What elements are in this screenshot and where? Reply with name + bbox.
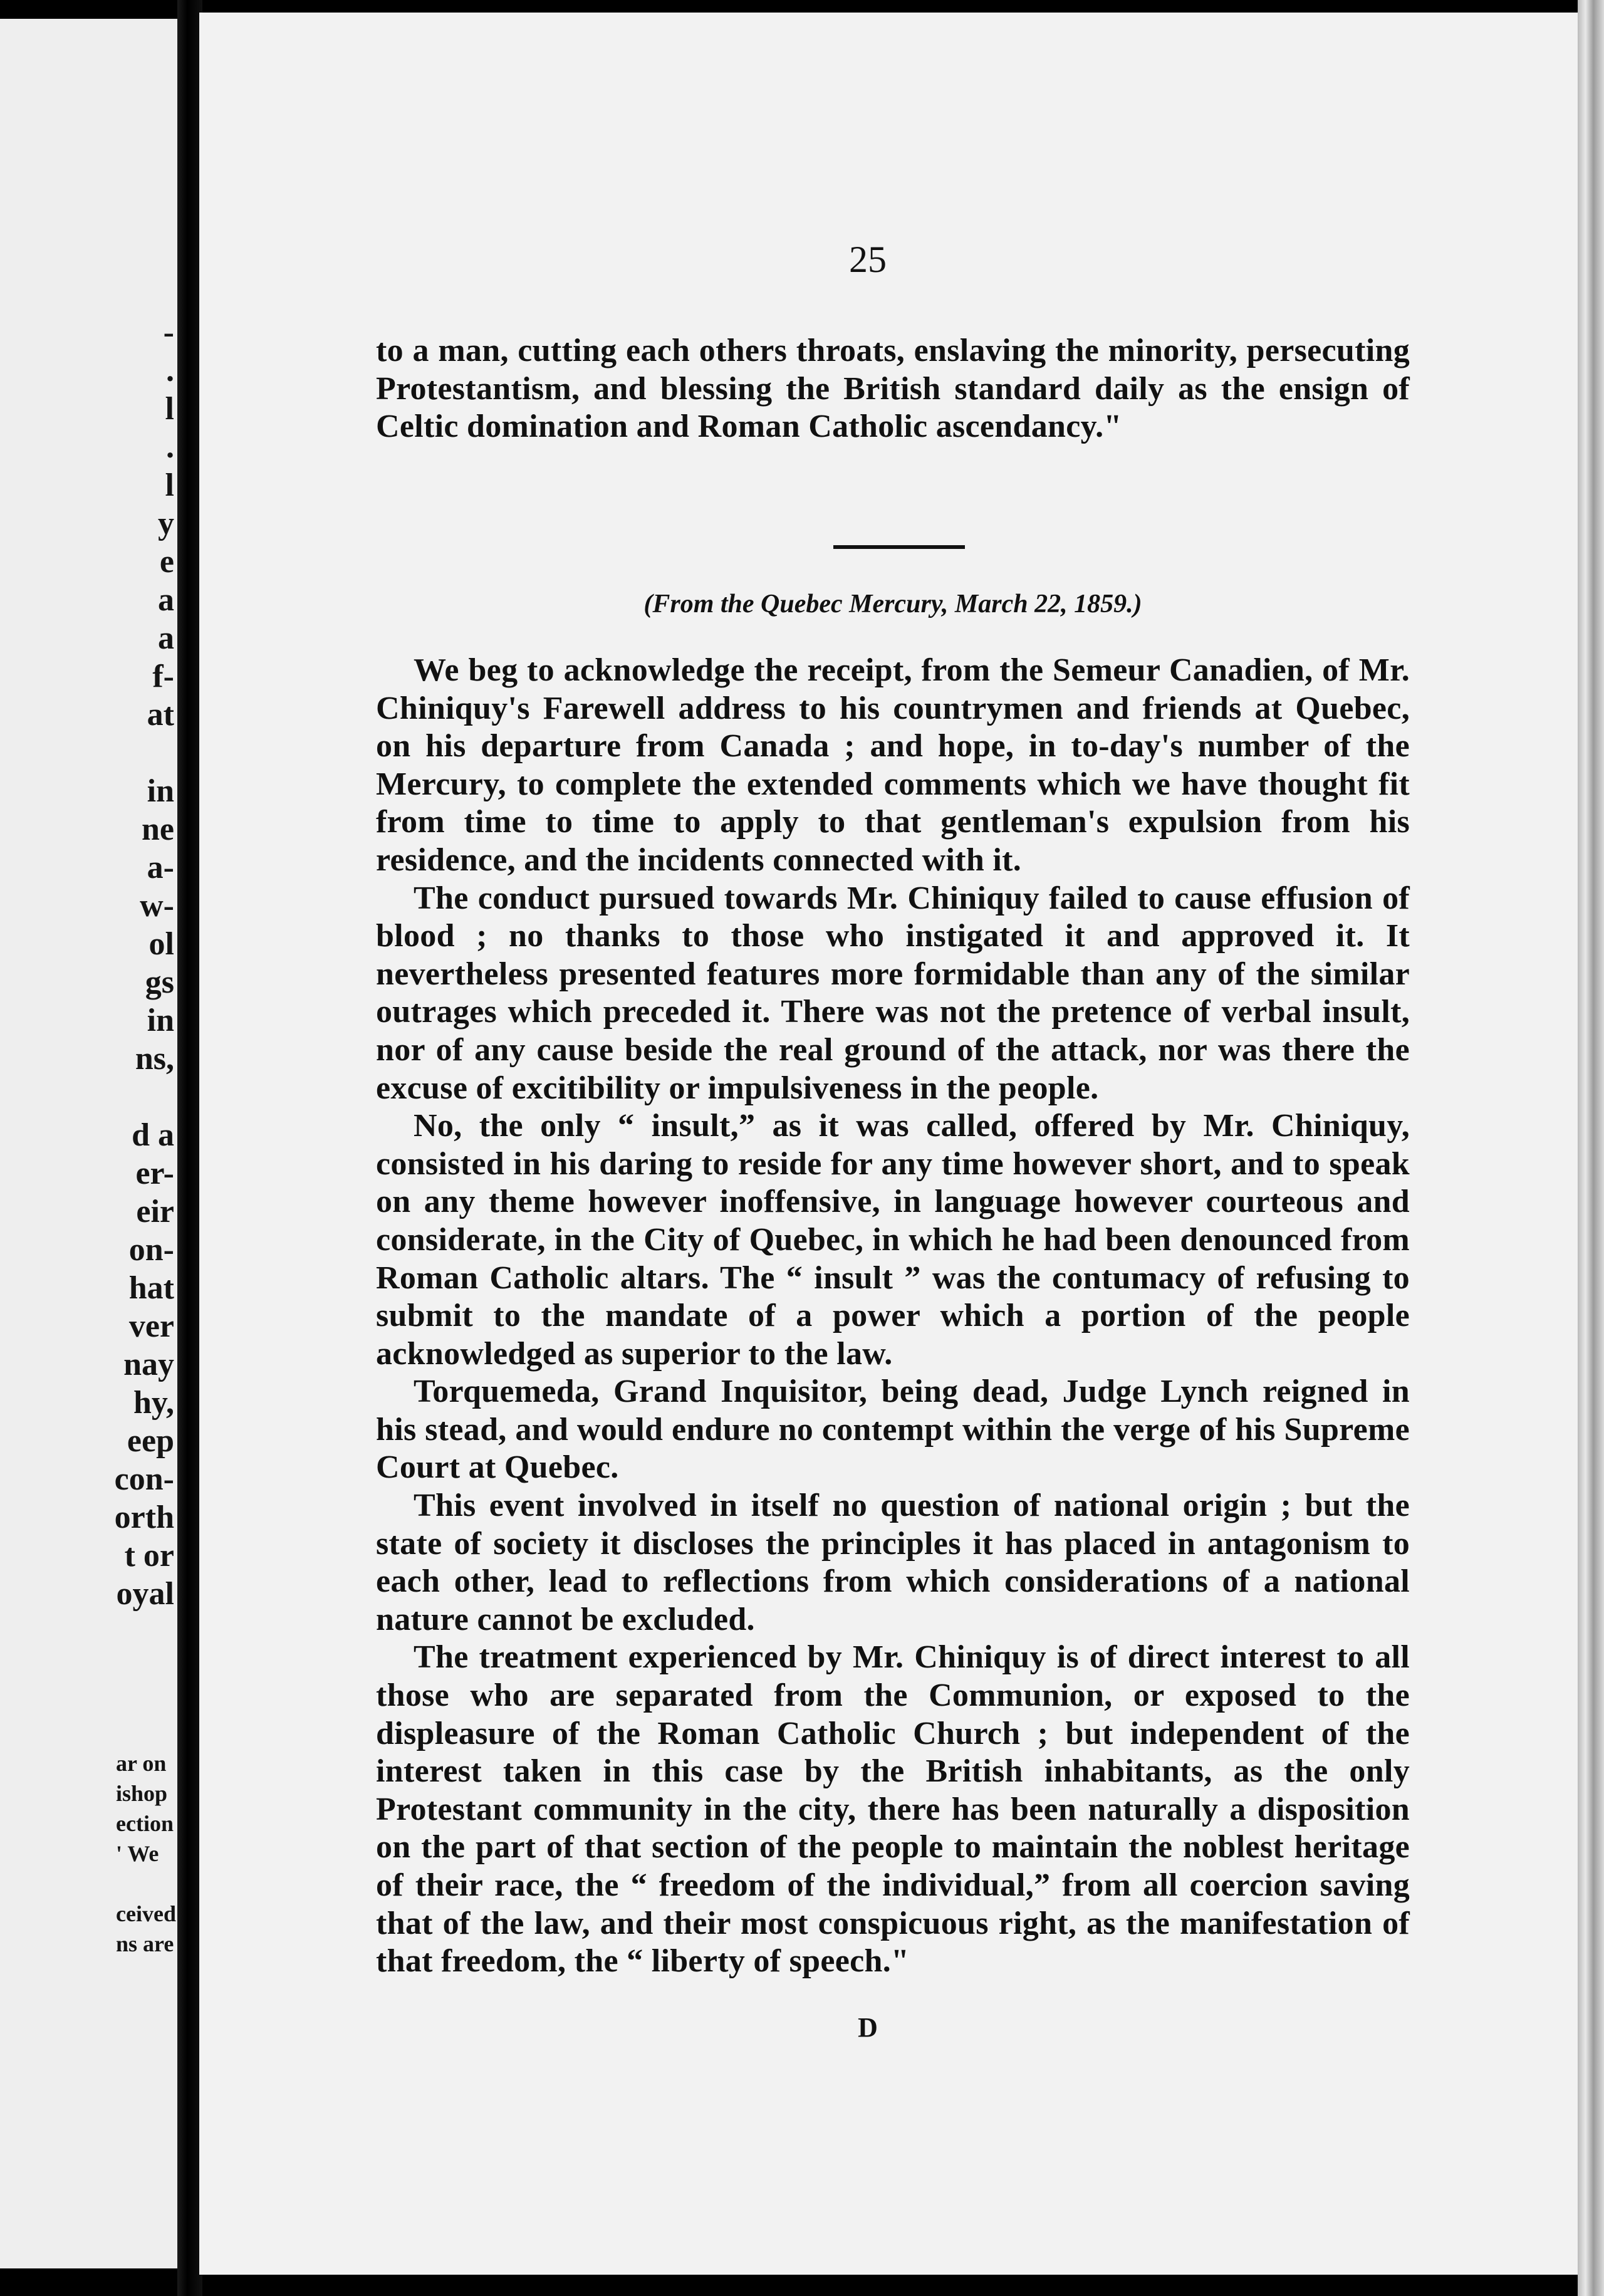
left-page-small-fragment: ar on	[116, 1751, 167, 1776]
left-page-fragment	[0, 734, 188, 772]
book-gutter	[177, 0, 202, 2296]
left-page-fragment: in	[147, 773, 174, 809]
paragraph: Torquemeda, Grand Inquisitor, being dead, Judge Lynch reigned in his stead, and would endure no contempt within the verge of his Supreme Court at Quebec.	[376, 1374, 1410, 1486]
source-citation: (From the Quebec Mercury, March 22, 1859.)	[643, 590, 1142, 618]
left-page-fragment: hy,	[133, 1385, 174, 1421]
left-page-fragment: a-	[147, 850, 174, 885]
paragraph: The treatment experienced by Mr. Chiniquy is of direct interest to all those who are separated from the Communion, or exposed to the displeasure of the Roman Catholic Church ; but independent of the interest taken in this case by the British inhabitants, as the only Protestant community in the city, there has been naturally a disposition on the part of that section of the people to maintain the noblest heritage of their race, the “ freedom of the individual,” from all coercion saving that of the law, and their most conspicuous right, as the manifestation of that freedom, the “ liberty of speech."	[376, 1639, 1410, 1980]
left-page-fragment: on-	[128, 1232, 174, 1268]
left-page-fragment: t or	[124, 1538, 174, 1573]
left-page-fragment: e	[159, 544, 174, 580]
left-page-fragment: ver	[128, 1308, 174, 1344]
left-page-small-fragment: ection	[116, 1811, 174, 1836]
left-page-fragment: f-	[152, 659, 174, 694]
left-page-fragment: hat	[128, 1270, 174, 1306]
left-page-fragment: ne	[142, 811, 174, 847]
main-page	[199, 13, 1578, 2275]
left-facing-page	[0, 19, 191, 2268]
opening-paragraph-text: to a man, cutting each others throats, enslaving the minority, persecuting Protestantism, and blessing the British standard daily as the ensign of Celtic domination and Roman Catholic ascendancy."	[376, 333, 1410, 445]
left-page-fragment: w-	[140, 888, 174, 924]
page-edge	[1578, 0, 1604, 2296]
opening-paragraph	[376, 332, 1410, 446]
left-page-small-fragment: ns are	[116, 1931, 174, 1956]
left-page-fragment: l	[165, 391, 174, 427]
left-page-small-fragment: ishop	[116, 1781, 168, 1806]
left-page-fragment: .	[166, 429, 174, 465]
left-page-fragment: ol	[148, 926, 174, 962]
article-body	[376, 652, 1410, 1981]
left-page-small-fragment: ' We	[116, 1841, 159, 1866]
left-page-fragment: nay	[123, 1347, 174, 1382]
signature-mark: D	[858, 2012, 878, 2043]
left-page-fragment: eep	[127, 1423, 174, 1459]
left-page-fragment	[0, 1078, 188, 1116]
left-page-fragment: d a	[132, 1117, 174, 1153]
left-page-text-fragments	[0, 313, 188, 1613]
left-page-fragment: y	[158, 506, 174, 541]
left-page-fragment: con-	[114, 1461, 174, 1497]
paragraph: This event involved in itself no question of national origin ; but the state of society it discloses the principles it has placed in antagonism to each other, lead to reflections from which considerations of a national nature cannot be excluded.	[376, 1488, 1410, 1637]
left-page-small-fragment: ceived	[116, 1901, 176, 1926]
left-page-fragment: .	[166, 353, 174, 389]
left-page-fragment: a	[158, 620, 174, 656]
paragraph: The conduct pursued towards Mr. Chiniquy failed to cause effusion of blood ; no thanks to those who instigated it and approved it. It nevertheless presented features more formidable than any of the similar outrages which preceded it. There was not the pretence of verbal insult, nor of any cause beside the real ground of the attack, nor was there the excuse of excitibility or impulsiveness in the people.	[376, 880, 1410, 1106]
left-page-fragment: ns,	[135, 1041, 174, 1077]
paragraph: No, the only “ insult,” as it was called, offered by Mr. Chiniquy, consisted in his daring to reside for any time however short, and to speak on any theme however inoffensive, in language however courteous and considerate, in the City of Quebec, in which he had been denounced from Roman Catholic altars. The “ insult ” was the contumacy of refusing to submit to the mandate of a power which a portion of the people acknowledged as superior to the law.	[376, 1108, 1410, 1372]
page-number: 25	[849, 239, 887, 280]
left-page-fragment: oyal	[116, 1576, 174, 1612]
left-page-small-fragment	[0, 1869, 191, 1899]
left-page-fragment: a	[158, 582, 174, 618]
left-page-fragment: er-	[135, 1156, 174, 1191]
left-page-fragment: eir	[136, 1194, 174, 1229]
left-page-fragment: orth	[114, 1500, 174, 1535]
left-page-fragment: l	[165, 467, 174, 503]
left-page-fragment: at	[147, 697, 174, 733]
section-divider-rule	[833, 545, 965, 549]
paragraph: We beg to acknowledge the receipt, from the Semeur Canadien, of Mr. Chiniquy's Farewell address to his countrymen and friends at Quebec, on his departure from Canada ; and hope, in to-day's number of the Mercury, to complete the extended comments which we have thought fit from time to time to apply to that gentleman's expulsion from his residence, and the incidents connected with it.	[376, 652, 1410, 878]
left-page-fragment: -	[163, 315, 174, 350]
left-page-fragment: in	[147, 1003, 174, 1038]
left-page-small-fragments	[0, 1748, 188, 1959]
left-page-fragment: gs	[145, 964, 174, 1000]
